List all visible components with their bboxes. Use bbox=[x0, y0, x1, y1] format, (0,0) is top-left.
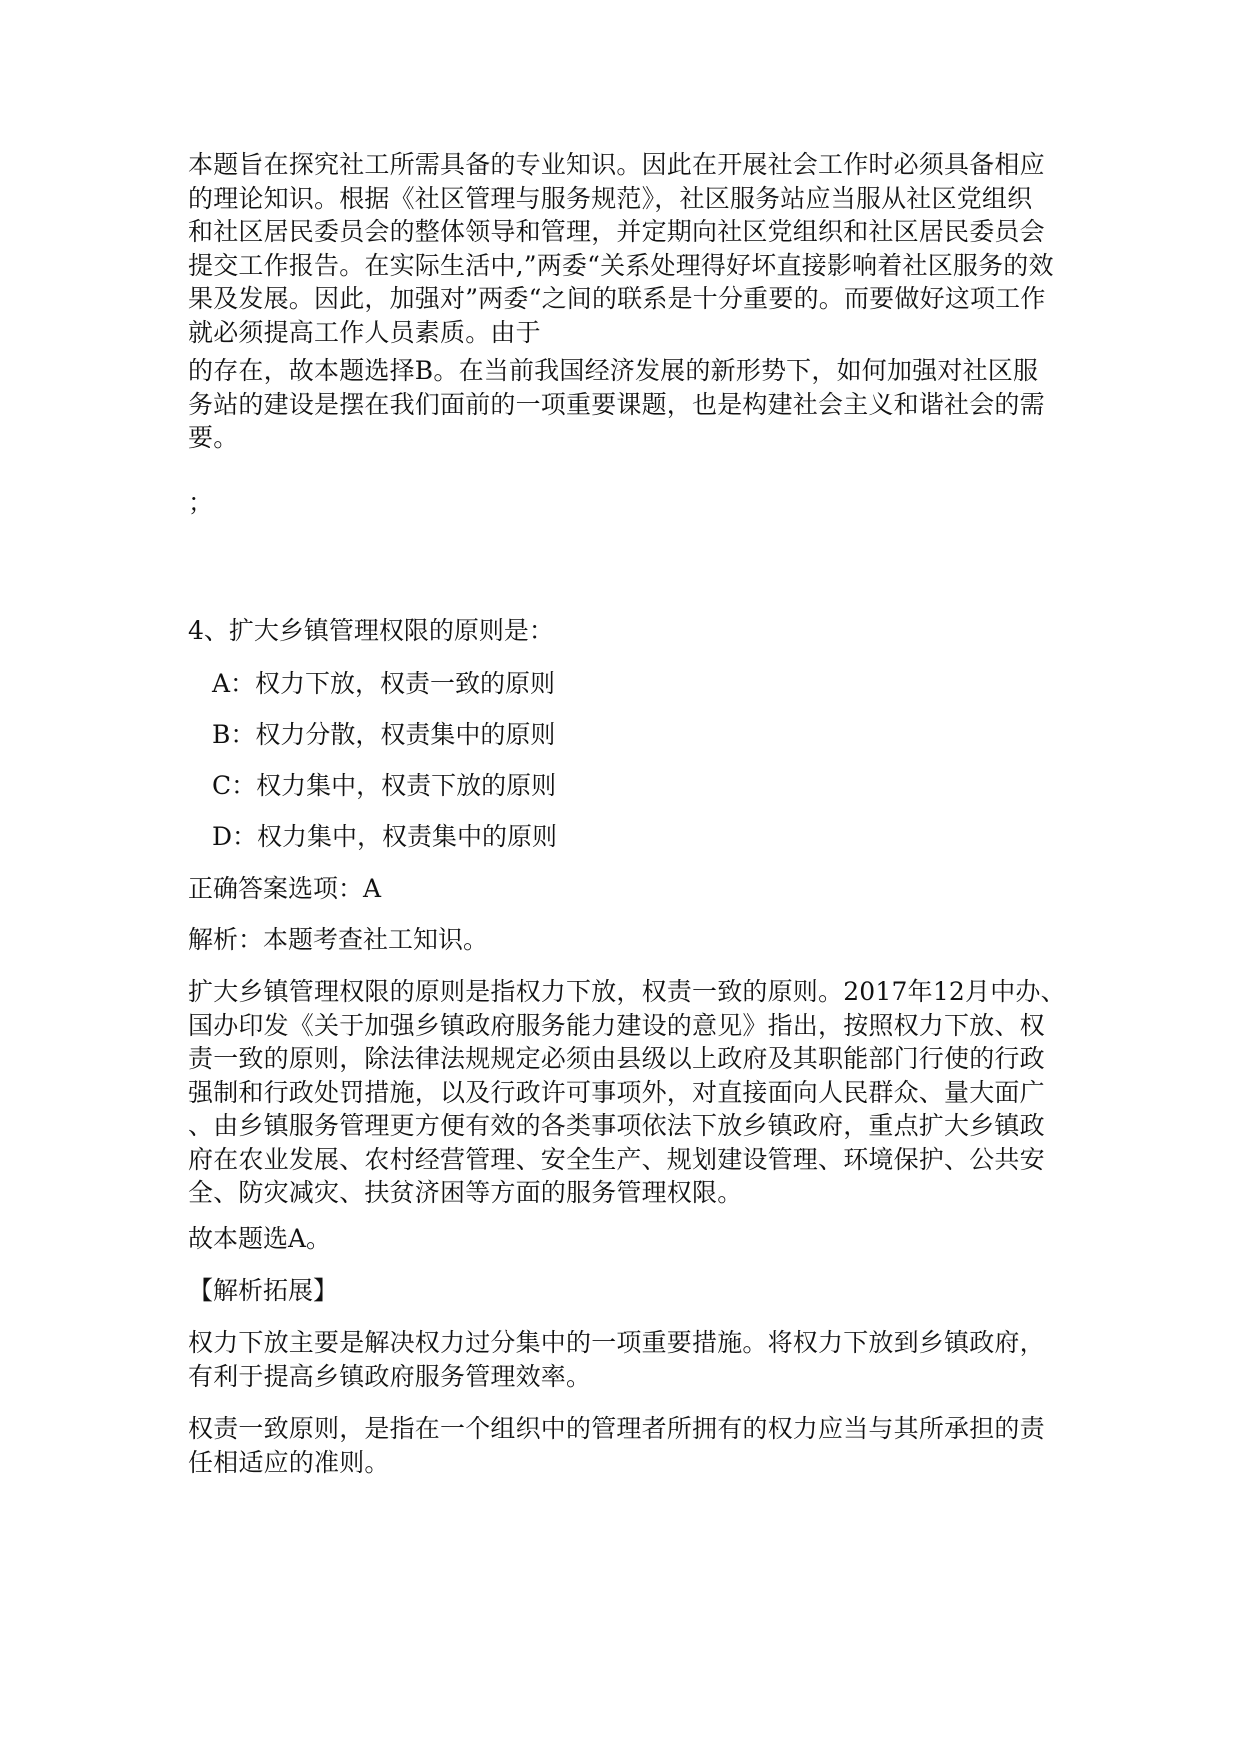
extension-paragraph-1 bbox=[188, 1326, 1050, 1393]
paragraph-line: 府在农业发展、农村经营管理、安全生产、规划建设管理、环境保护、公共安 bbox=[188, 1144, 1045, 1174]
paragraph-line: 权力下放主要是解决权力过分集中的一项重要措施。将权力下放到乡镇政府， bbox=[188, 1328, 1045, 1357]
paragraph-line: 国办印发《关于加强乡镇政府服务能力建设的意见》指出，按照权力下放、权 bbox=[188, 1010, 1045, 1040]
question-text: 4、扩大乡镇管理权限的原则是： bbox=[188, 616, 554, 645]
paragraph-line: 提交工作报告。在实际生活中,”两委“关系处理得好坏直接影响着社区服务的效 bbox=[188, 250, 1054, 280]
second-paragraph bbox=[188, 354, 1050, 455]
paragraph-line: 强制和行政处罚措施，以及行政许可事项外，对直接面向人民群众、量大面广 bbox=[188, 1077, 1045, 1107]
paragraph-line: 责一致的原则，除法律法规规定必须由县级以上政府及其职能部门行使的行政 bbox=[188, 1044, 1045, 1073]
stray-mark: ； bbox=[188, 488, 214, 517]
paragraph-line: 要。 bbox=[188, 423, 239, 452]
paragraph-line: 有利于提高乡镇政府服务管理效率。 bbox=[188, 1361, 592, 1391]
paragraph-line: 果及发展。因此，加强对”两委“之间的联系是十分重要的。而要做好这项工作 bbox=[188, 284, 1046, 313]
option-c: C：权力集中，权责下放的原则 bbox=[212, 771, 557, 800]
correct-answer: 正确答案选项：A bbox=[188, 874, 382, 903]
analysis-intro: 解析：本题考查社工知识。 bbox=[188, 925, 489, 954]
paragraph-line: 的理论知识。根据《社区管理与服务规范》，社区服务站应当服从社区党组织 bbox=[188, 183, 1033, 213]
paragraph-line: 任相适应的准则。 bbox=[188, 1447, 390, 1477]
paragraph-line: 的存在，故本题选择B。在当前我国经济发展的新形势下，如何加强对社区服 bbox=[188, 356, 1039, 385]
paragraph-line: 全、防灾减灾、扶贫济困等方面的服务管理权限。 bbox=[188, 1178, 743, 1207]
paragraph-line: 扩大乡镇管理权限的原则是指权力下放，权责一致的原则。2017年12月中办、 bbox=[188, 977, 1066, 1006]
explanation-paragraph bbox=[188, 975, 1066, 1210]
extension-heading: 【解析拓展】 bbox=[188, 1276, 339, 1305]
option-a: A：权力下放，权责一致的原则 bbox=[212, 669, 556, 698]
paragraph-line: 权责一致原则，是指在一个组织中的管理者所拥有的权力应当与其所承担的责 bbox=[188, 1414, 1045, 1443]
paragraph-line: 本题旨在探究社工所需具备的专业知识。因此在开展社会工作时必须具备相应 bbox=[188, 150, 1045, 179]
option-d: D：权力集中，权责集中的原则 bbox=[212, 822, 558, 851]
paragraph-line: 务站的建设是摆在我们面前的一项重要课题，也是构建社会主义和谐社会的需 bbox=[188, 389, 1045, 419]
paragraph-line: 、由乡镇服务管理更方便有效的各类事项依法下放乡镇政府，重点扩大乡镇政 bbox=[188, 1111, 1045, 1140]
option-b: B：权力分散，权责集中的原则 bbox=[212, 720, 556, 749]
conclusion: 故本题选A。 bbox=[188, 1224, 332, 1253]
extension-paragraph-2 bbox=[188, 1412, 1050, 1479]
paragraph-line: 和社区居民委员会的整体领导和管理，并定期向社区党组织和社区居民委员会 bbox=[188, 217, 1045, 246]
paragraph-line: 就必须提高工作人员素质。由于 bbox=[188, 317, 541, 347]
intro-paragraph bbox=[188, 148, 1054, 349]
